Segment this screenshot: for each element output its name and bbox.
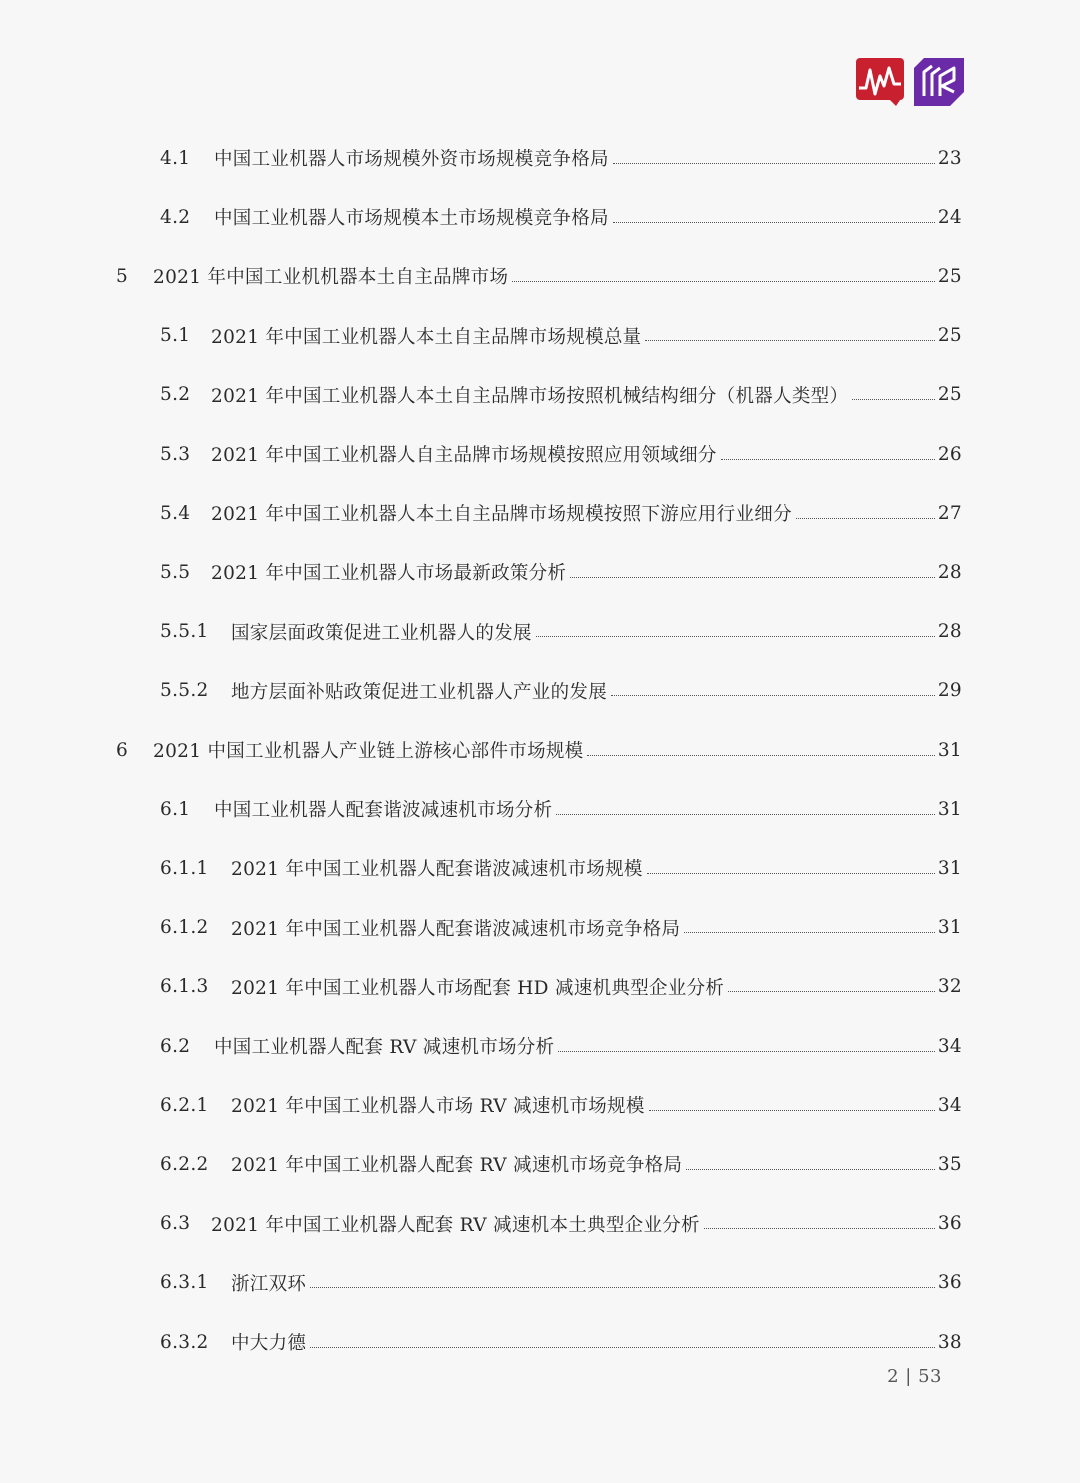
- dot-leader: [536, 636, 935, 637]
- toc-entry[interactable]: [0, 1322, 1080, 1362]
- dot-leader: [684, 932, 935, 933]
- dot-leader: [796, 518, 935, 519]
- toc-entry-number: 5: [116, 265, 129, 287]
- toc-entry-number: 6.1: [160, 798, 191, 820]
- toc-entry-title: 2021 年中国工业机器人自主品牌市场规模按照应用领域细分: [211, 445, 717, 466]
- toc-entry[interactable]: [0, 1204, 1080, 1244]
- toc-entry-title: 2021 年中国工业机器人配套 RV 减速机本土典型企业分析: [211, 1214, 700, 1236]
- toc-entry[interactable]: [0, 730, 1080, 770]
- toc-entry-page: 25: [937, 265, 962, 287]
- toc-entry[interactable]: [0, 256, 1080, 296]
- toc-entry-number: 6.3: [160, 1213, 191, 1235]
- toc-entry-title: 2021 年中国工业机器人市场 RV 减速机市场规模: [231, 1096, 645, 1118]
- dot-leader: [721, 459, 935, 460]
- toc-entry-number: 5.4: [160, 502, 191, 524]
- toc-entry-title: 2021 年中国工业机器人配套 RV 减速机市场竞争格局: [231, 1155, 683, 1177]
- dot-leader: [570, 577, 935, 578]
- toc-entry-page: 25: [937, 384, 962, 406]
- toc-entry-title: 2021 年中国工业机器人市场配套 HD 减速机典型企业分析: [231, 977, 725, 999]
- toc-entry-page: 26: [937, 443, 962, 465]
- toc-entry[interactable]: [0, 671, 1080, 711]
- toc-entry-title: 2021 年中国工业机器人配套谐波减速机市场规模: [231, 859, 643, 881]
- toc-entry-title: 地方层面补贴政策促进工业机器人产业的发展: [231, 681, 608, 703]
- toc-entry[interactable]: [0, 375, 1080, 415]
- toc-entry-page: 36: [937, 1213, 962, 1235]
- toc-entry-number: 6: [116, 739, 129, 761]
- toc-entry-title: 中大力德: [231, 1333, 307, 1354]
- toc-entry-number: 6.1.1: [160, 857, 209, 879]
- toc-entry-number: 6.3.2: [160, 1331, 209, 1353]
- toc-entry-page: 35: [937, 1153, 962, 1175]
- toc-entry-number: 6.1.2: [160, 917, 209, 939]
- toc-entry-page: 24: [937, 206, 962, 228]
- toc-entry-page: 25: [937, 325, 962, 347]
- toc-entry-page: 27: [937, 502, 962, 524]
- toc-entry-page: 38: [937, 1331, 962, 1353]
- dot-leader: [728, 991, 935, 992]
- toc-entry[interactable]: [0, 1026, 1080, 1066]
- toc-entry-page: 28: [937, 561, 962, 583]
- toc-entry[interactable]: [0, 493, 1080, 533]
- toc-entry-number: 6.1.3: [160, 976, 209, 998]
- toc-entry[interactable]: [0, 908, 1080, 948]
- toc-entry-title: 2021 年中国工业机器人本土自主品牌市场规模按照下游应用行业细分: [211, 504, 792, 526]
- toc-entry[interactable]: [0, 848, 1080, 888]
- publisher-logo: [856, 58, 964, 106]
- toc-entry-page: 36: [937, 1272, 962, 1294]
- toc-entry-title: 2021 年中国工业机器人配套谐波减速机市场竞争格局: [231, 918, 681, 940]
- toc-entry-number: 6.2: [160, 1035, 191, 1057]
- toc-entry[interactable]: [0, 1085, 1080, 1125]
- page-number: 2 | 53: [887, 1366, 942, 1387]
- dot-leader: [704, 1228, 935, 1229]
- toc-entry-page: 28: [937, 621, 962, 643]
- brand-logo-icon: [914, 58, 964, 106]
- toc-entry-number: 6.3.1: [160, 1272, 209, 1294]
- toc-entry-number: 4.2: [160, 206, 191, 228]
- dot-leader: [512, 281, 935, 282]
- toc-entry[interactable]: [0, 612, 1080, 652]
- toc-entry-page: 34: [937, 1094, 962, 1116]
- chart-logo-icon: [856, 58, 904, 106]
- toc-entry-number: 4.1: [160, 147, 191, 169]
- dot-leader: [310, 1347, 935, 1348]
- toc-entry[interactable]: [0, 967, 1080, 1007]
- toc-entry-title: 2021 年中国工业机器人本土自主品牌市场按照机械结构细分（机器人类型）: [211, 385, 849, 407]
- toc-entry-number: 6.2.1: [160, 1094, 209, 1116]
- toc-entry[interactable]: [0, 316, 1080, 356]
- toc-entry-number: 5.2: [160, 384, 191, 406]
- dot-leader: [587, 755, 934, 756]
- dot-leader: [686, 1169, 935, 1170]
- toc-entry-title: 中国工业机器人市场规模外资市场规模竞争格局: [214, 149, 609, 170]
- toc-entry-page: 23: [937, 147, 962, 169]
- toc-entry-number: 5.5.1: [160, 621, 209, 643]
- toc-entry-title: 2021 年中国工业机器人本土自主品牌市场规模总量: [211, 326, 642, 348]
- toc-entry-title: 中国工业机器人配套谐波减速机市场分析: [214, 800, 553, 822]
- dot-leader: [613, 222, 935, 223]
- toc-entry-title: 2021 年中国工业机机器本土自主品牌市场: [153, 267, 509, 289]
- toc-entry-title: 中国工业机器人市场规模本土市场规模竞争格局: [214, 208, 609, 230]
- toc-entry-number: 5.5: [160, 561, 191, 583]
- toc-entry-title: 2021 中国工业机器人产业链上游核心部件市场规模: [153, 741, 584, 762]
- toc-entry-page: 31: [937, 798, 962, 820]
- dot-leader: [556, 814, 934, 815]
- toc-entry-number: 6.2.2: [160, 1153, 209, 1175]
- dot-leader: [613, 163, 935, 164]
- toc-entry-page: 31: [937, 857, 962, 879]
- toc-entry-page: 31: [937, 739, 962, 761]
- toc-entry[interactable]: [0, 552, 1080, 592]
- toc-entry-page: 31: [937, 917, 962, 939]
- dot-leader: [645, 340, 934, 341]
- toc-entry-number: 5.5.2: [160, 680, 209, 702]
- toc-entry-title: 2021 年中国工业机器人市场最新政策分析: [211, 563, 567, 585]
- dot-leader: [649, 1110, 935, 1111]
- dot-leader: [611, 695, 935, 696]
- dot-leader: [647, 873, 935, 874]
- toc-entry[interactable]: [0, 1263, 1080, 1303]
- toc-entry-number: 5.1: [160, 325, 191, 347]
- toc-entry[interactable]: [0, 138, 1080, 178]
- toc-entry-title: 中国工业机器人配套 RV 减速机市场分析: [214, 1037, 555, 1058]
- toc-entry-title: 国家层面政策促进工业机器人的发展: [231, 622, 532, 644]
- toc-entry-page: 29: [937, 680, 962, 702]
- dot-leader: [852, 399, 935, 400]
- dot-leader: [558, 1051, 934, 1052]
- toc-entry[interactable]: [0, 1144, 1080, 1184]
- dot-leader: [310, 1287, 935, 1288]
- toc-entry-title: 浙江双环: [231, 1273, 307, 1295]
- toc-entry[interactable]: [0, 197, 1080, 237]
- toc-entry-page: 32: [937, 976, 962, 998]
- toc-entry[interactable]: [0, 434, 1080, 474]
- toc-entry-number: 5.3: [160, 443, 191, 465]
- toc-entry-page: 34: [937, 1035, 962, 1057]
- toc-entry[interactable]: [0, 789, 1080, 829]
